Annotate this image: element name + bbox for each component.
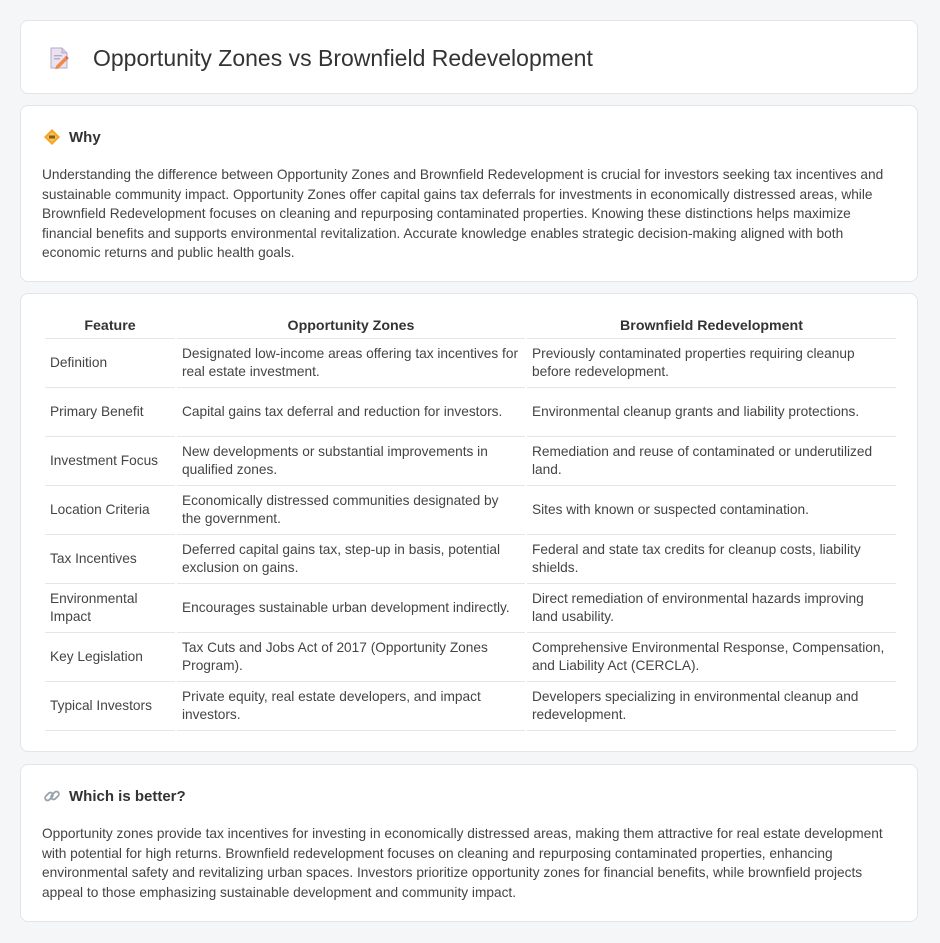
opportunity-zones-cell: Deferred capital gains tax, step-up in basis, potential exclusion on gains.	[177, 535, 525, 584]
table-row	[45, 388, 896, 437]
table-row	[45, 339, 896, 388]
opportunity-zones-cell: New developments or substantial improvements in qualified zones.	[177, 437, 525, 486]
better-heading: Which is better?	[69, 787, 186, 805]
opportunity-zones-cell: Private equity, real estate developers, and impact investors.	[177, 682, 525, 731]
brownfield-cell: Direct remediation of environmental hazards improving land usability.	[527, 584, 896, 633]
table-row	[45, 633, 896, 682]
feature-cell: Primary Benefit	[45, 388, 175, 437]
why-heading: Why	[69, 128, 101, 146]
better-body: Opportunity zones provide tax incentives for investing in economically distressed areas, making them attractive for real estate development with potential for high returns. Brownfield redevelopment focuses on cleaning and repurposing contaminated properties, enhancing environmental safety and revitalizing urban spaces. Investors prioritize opportunity zones for financial benefits, while brownfield projects appeal to those emphasizing sustainable development and community impact.	[42, 826, 883, 900]
table-row	[45, 682, 896, 731]
table-row	[45, 584, 896, 633]
better-heading-row	[43, 787, 186, 805]
brownfield-cell: Federal and state tax credits for cleanup costs, liability shields.	[527, 535, 896, 584]
opportunity-zones-cell: Capital gains tax deferral and reduction for investors.	[177, 388, 525, 437]
feature-cell: Definition	[45, 339, 175, 388]
link-icon	[43, 787, 61, 805]
page-title: Opportunity Zones vs Brownfield Redevelopment	[93, 45, 593, 71]
why-body: Understanding the difference between Opportunity Zones and Brownfield Redevelopment is crucial for investors seeking tax incentives and sustainable community impact. Opportunity Zones offer capital gains tax deferrals for investments in economically distressed areas, while Brownfield Redevelopment focuses on cleaning and repurposing contaminated properties. Knowing these distinctions helps maximize financial benefits and supports environmental revitalization. Accurate knowledge enables strategic decision-making aligned with both economic returns and public health goals.	[42, 167, 884, 261]
diamond-warning-icon	[43, 128, 61, 146]
brownfield-cell: Sites with known or suspected contamination.	[527, 486, 896, 535]
column-header-feature: Feature	[45, 314, 175, 339]
feature-cell: Location Criteria	[45, 486, 175, 535]
feature-cell: Tax Incentives	[45, 535, 175, 584]
feature-cell: Investment Focus	[45, 437, 175, 486]
feature-cell: Typical Investors	[45, 682, 175, 731]
opportunity-zones-cell: Economically distressed communities designated by the government.	[177, 486, 525, 535]
table-row	[45, 437, 896, 486]
brownfield-cell: Comprehensive Environmental Response, Compensation, and Liability Act (CERCLA).	[527, 633, 896, 682]
opportunity-zones-cell: Designated low-income areas offering tax incentives for real estate investment.	[177, 339, 525, 388]
opportunity-zones-cell: Encourages sustainable urban development indirectly.	[177, 584, 525, 633]
table-header-row	[45, 314, 896, 339]
comparison-table-card	[20, 293, 918, 752]
document-pencil-icon	[47, 46, 71, 70]
brownfield-cell: Previously contaminated properties requiring cleanup before redevelopment.	[527, 339, 896, 388]
column-header-brownfield: Brownfield Redevelopment	[527, 314, 896, 339]
comparison-table	[43, 314, 898, 731]
why-section	[20, 105, 918, 282]
feature-cell: Key Legislation	[45, 633, 175, 682]
opportunity-zones-cell: Tax Cuts and Jobs Act of 2017 (Opportunity Zones Program).	[177, 633, 525, 682]
title-card	[20, 20, 918, 94]
brownfield-cell: Environmental cleanup grants and liability protections.	[527, 388, 896, 437]
brownfield-cell: Developers specializing in environmental cleanup and redevelopment.	[527, 682, 896, 731]
table-row	[45, 486, 896, 535]
column-header-opportunity-zones: Opportunity Zones	[177, 314, 525, 339]
which-is-better-section	[20, 764, 918, 922]
table-row	[45, 535, 896, 584]
feature-cell: Environmental Impact	[45, 584, 175, 633]
brownfield-cell: Remediation and reuse of contaminated or underutilized land.	[527, 437, 896, 486]
why-heading-row	[43, 128, 101, 146]
